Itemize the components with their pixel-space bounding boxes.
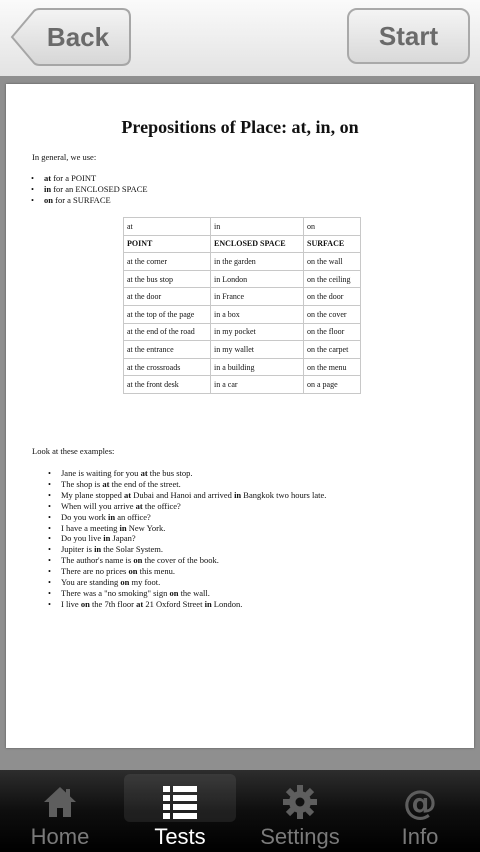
table-cell: on a page (304, 376, 361, 394)
example-preposition: in (94, 544, 102, 555)
table-cell: on the floor (304, 323, 361, 341)
example-item (61, 523, 326, 534)
example-preposition: on (169, 587, 179, 598)
usage-preposition: at (44, 173, 52, 183)
table-row (124, 270, 361, 288)
example-text: New York. (126, 522, 166, 533)
table-cell: at the end of the road (124, 323, 211, 341)
example-text: Jane is waiting for you (61, 468, 141, 478)
tab-home-label: Home (30, 824, 90, 849)
example-text: Jupiter is (61, 544, 95, 555)
table-cell: in a building (211, 358, 304, 376)
example-text: I live (61, 598, 81, 609)
example-text: the Solar System. (101, 544, 164, 555)
table-row (124, 341, 361, 359)
tab-info[interactable] (360, 778, 480, 852)
example-text: Japan? (110, 533, 136, 544)
table-row (124, 235, 361, 253)
usage-item (44, 184, 148, 195)
table-cell: at the front desk (124, 376, 211, 394)
example-item (61, 468, 326, 479)
table-cell: in my pocket (211, 323, 304, 341)
list-icon (162, 784, 198, 820)
usage-list (44, 173, 148, 206)
example-text: The author's name is (61, 555, 134, 566)
example-item (61, 544, 326, 555)
example-preposition: at (140, 468, 148, 478)
example-item (61, 533, 326, 544)
table-cell: on the menu (304, 358, 361, 376)
example-text: 21 Oxford Street (143, 598, 205, 609)
usage-item (44, 195, 148, 206)
document-page (6, 84, 474, 748)
tab-settings[interactable] (240, 778, 360, 852)
svg-text:@: @ (403, 784, 437, 820)
table-cell: at the top of the page (124, 305, 211, 323)
table-row (124, 288, 361, 306)
table-row (124, 253, 361, 271)
example-item (61, 577, 326, 588)
table-cell: on the door (304, 288, 361, 306)
example-item (61, 512, 326, 523)
tab-home[interactable] (0, 778, 120, 852)
intro-text: In general, we use: (32, 152, 97, 162)
usage-preposition: on (44, 195, 53, 205)
table-cell: on the ceiling (304, 270, 361, 288)
usage-description: for a POINT (51, 173, 97, 183)
table-cell: at the corner (124, 253, 211, 271)
usage-preposition: in (44, 184, 52, 194)
table-cell: on the cover (304, 305, 361, 323)
document-title: Prepositions of Place: at, in, on (121, 117, 359, 137)
example-item (61, 555, 326, 566)
gear-icon (282, 784, 318, 820)
table-cell: ENCLOSED SPACE (211, 235, 304, 253)
example-preposition: at (102, 478, 110, 489)
example-text: Do you work (61, 511, 108, 522)
example-text: When will you arrive (61, 500, 136, 511)
table-cell: on (304, 218, 361, 236)
usage-description: for an ENCLOSED SPACE (51, 184, 148, 194)
table-cell: at the entrance (124, 341, 211, 359)
table-cell: on the carpet (304, 341, 361, 359)
usage-item (44, 173, 148, 184)
table-cell: in my wallet (211, 341, 304, 359)
table-row (124, 305, 361, 323)
table-cell: at the door (124, 288, 211, 306)
examples-list (61, 468, 326, 610)
back-button[interactable] (10, 8, 132, 66)
example-text: an office? (115, 511, 151, 522)
table-cell: in the garden (211, 253, 304, 271)
table-cell: in a car (211, 376, 304, 394)
tab-bar (0, 770, 480, 852)
example-preposition: on (128, 566, 138, 577)
at-sign-icon (402, 784, 438, 820)
top-navigation-bar (0, 0, 480, 77)
example-text: The shop is (61, 478, 103, 489)
table-cell: POINT (124, 235, 211, 253)
example-text: the end of the street. (109, 478, 181, 489)
example-preposition: in (234, 489, 242, 500)
table-cell: in (211, 218, 304, 236)
example-text: I have a meeting (61, 522, 120, 533)
example-preposition: at (136, 598, 144, 609)
example-text: the wall. (178, 587, 210, 598)
document-viewer[interactable] (0, 76, 480, 770)
example-item (61, 490, 326, 501)
prepositions-table (123, 217, 361, 394)
table-cell: in a box (211, 305, 304, 323)
table-cell: SURFACE (304, 235, 361, 253)
table-row (124, 323, 361, 341)
table-row (124, 376, 361, 394)
table-cell: at the bus stop (124, 270, 211, 288)
tab-settings-label: Settings (260, 824, 340, 849)
example-item (61, 501, 326, 512)
tab-tests-label: Tests (154, 824, 206, 849)
start-button[interactable]: Start (347, 8, 470, 64)
example-text: the cover of the book. (142, 555, 219, 566)
table-cell: at the crossroads (124, 358, 211, 376)
example-preposition: at (124, 489, 132, 500)
table-cell: in London (211, 270, 304, 288)
example-preposition: on (80, 598, 90, 609)
back-button-label: Back (46, 21, 110, 52)
table-row (124, 358, 361, 376)
example-text: my foot. (129, 577, 161, 588)
example-item (61, 566, 326, 577)
examples-intro: Look at these examples: (32, 446, 115, 456)
example-preposition: on (120, 577, 130, 588)
example-preposition: at (135, 500, 143, 511)
example-text: Do you live (61, 533, 104, 544)
home-icon (42, 784, 78, 820)
example-text: Bangkok two hours late. (241, 489, 327, 500)
table-cell: on the wall (304, 253, 361, 271)
example-text: There are no prices (61, 566, 129, 577)
example-text: the bus stop. (147, 468, 193, 478)
example-text: this menu. (137, 566, 176, 577)
example-item (61, 599, 326, 610)
example-preposition: in (119, 522, 127, 533)
table-row (124, 218, 361, 236)
table-cell: in France (211, 288, 304, 306)
example-text: Dubai and Hanoi and arrived (131, 489, 235, 500)
tab-tests[interactable] (120, 778, 240, 852)
example-item (61, 479, 326, 490)
example-preposition: in (204, 598, 212, 609)
tab-info-label: Info (401, 824, 439, 849)
example-text: London. (211, 598, 243, 609)
example-preposition: in (103, 533, 111, 544)
example-text: the office? (142, 500, 181, 511)
example-text: You are standing (61, 577, 121, 588)
usage-description: for a SURFACE (52, 195, 111, 205)
example-text: the 7th floor (89, 598, 137, 609)
example-text: There was a "no smoking" sign (61, 587, 170, 598)
example-text: My plane stopped (61, 489, 125, 500)
table-cell: at (124, 218, 211, 236)
example-preposition: on (133, 555, 143, 566)
example-item (61, 588, 326, 599)
example-preposition: in (107, 511, 116, 522)
